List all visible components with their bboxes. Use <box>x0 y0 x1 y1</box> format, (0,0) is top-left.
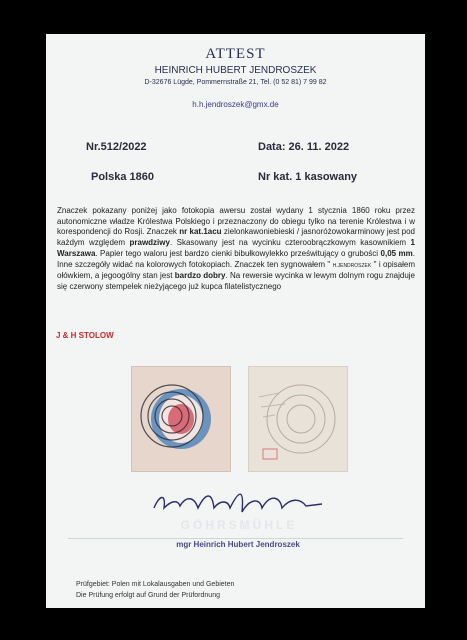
stamp-front-image <box>132 367 230 471</box>
footer-line-2: Die Prüfung erfolgt auf Grund der Prüfordnung <box>76 592 220 599</box>
text-bold: 0,05 mm <box>380 248 413 258</box>
catalog-number: Nr kat. 1 kasowany <box>258 171 358 183</box>
text-bold: bardzo dobry <box>174 271 226 281</box>
text-part: Znaczek pokazany poniżej jako fotokopia awersu został wydany 1 stycznia 1860 roku przez autonomiczne władze Królestwa Polskiego i przeznaczony do obiegu tylko na terenie Królestwa i w korespondencji do Rosji. Znaczek <box>57 206 415 237</box>
issuer-email[interactable]: h.h.jendroszek@gmx.de <box>192 100 279 109</box>
text-bold: prawdziwy <box>129 238 170 248</box>
text-part: " i opisałem ołówkiem, a jegoogólny stan jest <box>57 259 415 281</box>
footer-notes <box>76 579 234 601</box>
text-part: . Papier tego waloru jest bardzo cienki bibułkowylekko prześwitujący o grubości <box>95 248 381 258</box>
text-part: zielonkawoniebieski / jasnoróżowokarminowy jest pod każdym względem <box>57 227 416 248</box>
issuer-address: D-32676 Lügde, Pommernstraße 21, Tel. (0 52 81) 7 99 82 <box>144 79 327 86</box>
description-text <box>57 206 415 293</box>
issuer-name: HEINRICH HUBERT JENDROSZEK <box>154 65 317 76</box>
handwritten-signature <box>150 486 326 520</box>
stamp-back-photo <box>248 366 348 472</box>
signatory-name: mgr Heinrich Hubert Jendroszek <box>176 540 300 549</box>
stamp-back-image <box>249 367 347 471</box>
signature-line <box>68 538 403 539</box>
certificate-title: ATTEST <box>205 46 266 62</box>
certificate-sheet <box>46 34 425 608</box>
certificate-date: Data: 26. 11. 2022 <box>258 141 350 153</box>
text-part: . Inne szczegóły widać na kolorowych fotokopiach. Znaczek ten sygnowałem " <box>57 248 415 269</box>
watermark: GÖHRSMÜHLE <box>180 518 298 532</box>
certificate-number: Nr.512/2022 <box>86 141 147 153</box>
stamp-front-photo <box>131 366 231 472</box>
country-year: Polska 1860 <box>91 171 154 183</box>
text-part: . Skasowany jest na wycinku czteroobrączkowym kasownikiem <box>169 238 411 248</box>
signature-mark: H.JENDROSZEK <box>332 262 372 269</box>
text-bold: 1 Warszawa <box>57 238 415 258</box>
footer-line-1: Prüfgebiet: Polen mit Lokalausgaben und Gebieten <box>76 581 235 588</box>
text-bold: nr kat.1acu <box>179 227 222 237</box>
red-dealer-stamp: J & H STOLOW <box>56 331 114 340</box>
text-part: . Na rewersie wycinka w lewym dolnym rogu znajduje się czerwony stempelek nieżyjącego już kupca filatelistycznego <box>57 271 416 291</box>
